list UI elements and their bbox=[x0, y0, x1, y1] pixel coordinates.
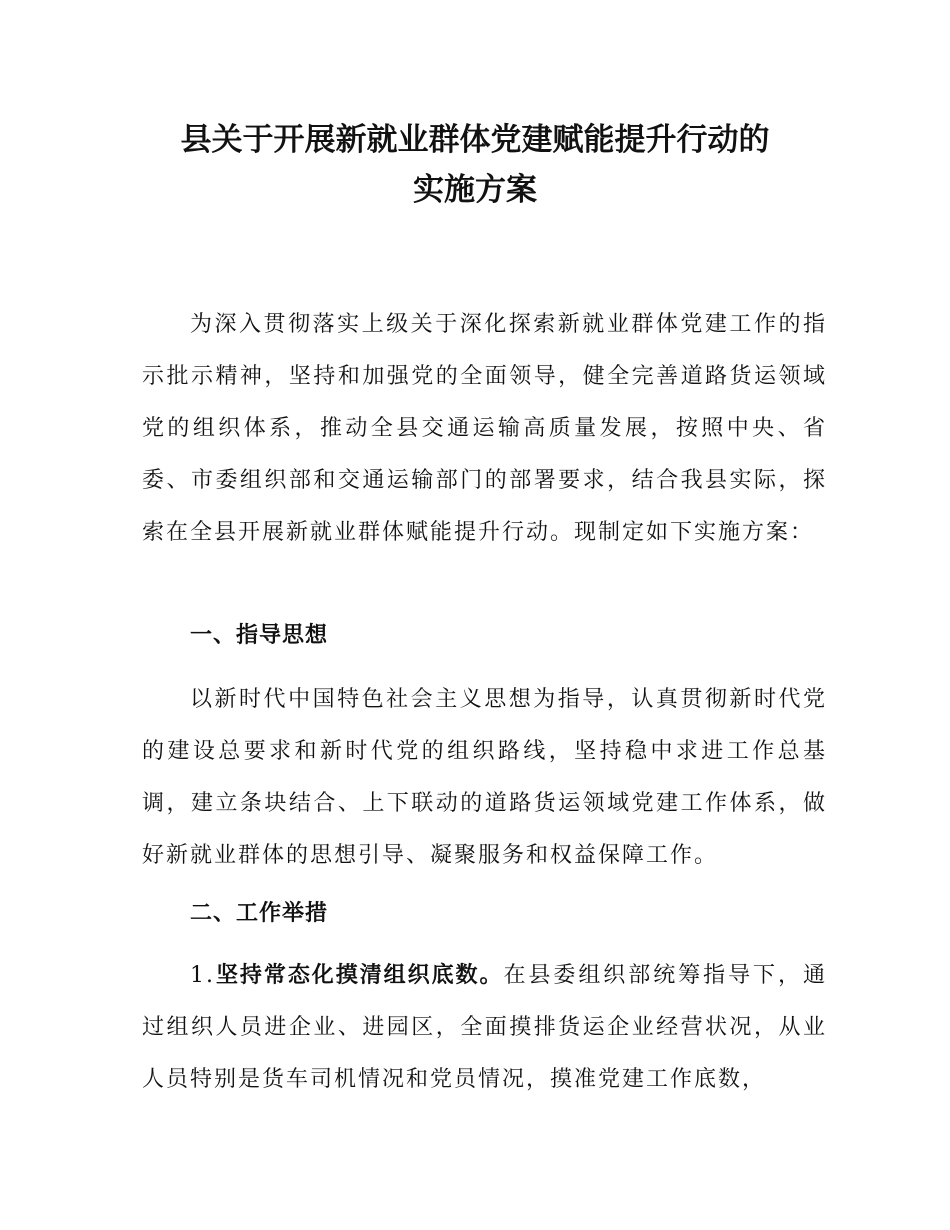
section-heading-work-measures: 二、工作举措 bbox=[190, 901, 329, 926]
work-measure-item-1 bbox=[142, 950, 827, 1106]
section-heading-guiding-ideology: 一、指导思想 bbox=[190, 623, 329, 648]
document-title-line2: 实施方案 bbox=[413, 172, 537, 208]
intro-paragraph: 为深入贯彻落实上级关于深化探索新就业群体党建工作的指示批示精神，坚持和加强党的全面领导，健全完善道路货运领域党的组织体系，推动全县交通运输高质量发展，按照中央、省委、市委组织部和交通运输部门的部署要求，结合我县实际，探索在全县开展新就业群体赋能提升行动。现制定如下实施方案： bbox=[142, 312, 827, 545]
item-body-text: 在县委组织部统筹指导下，通过组织人员进企业、进园区，全面摸排货运企业经营状况，从业人员特别是货车司机情况和党员情况，摸准党建工作底数， bbox=[142, 963, 827, 1092]
document-title-line1: 县关于开展新就业群体党建赋能提升行动的 bbox=[180, 122, 770, 158]
guiding-ideology-paragraph: 以新时代中国特色社会主义思想为指导，认真贯彻新时代党的建设总要求和新时代党的组织路线，坚持稳中求进工作总基调，建立条块结合、上下联动的道路货运领域党建工作体系，做好新就业群体的思想引导、凝聚服务和权益保障工作。 bbox=[142, 687, 827, 868]
item-lead-sentence: 坚持常态化摸清组织底数。 bbox=[215, 963, 504, 988]
item-number: 1. bbox=[190, 963, 215, 988]
